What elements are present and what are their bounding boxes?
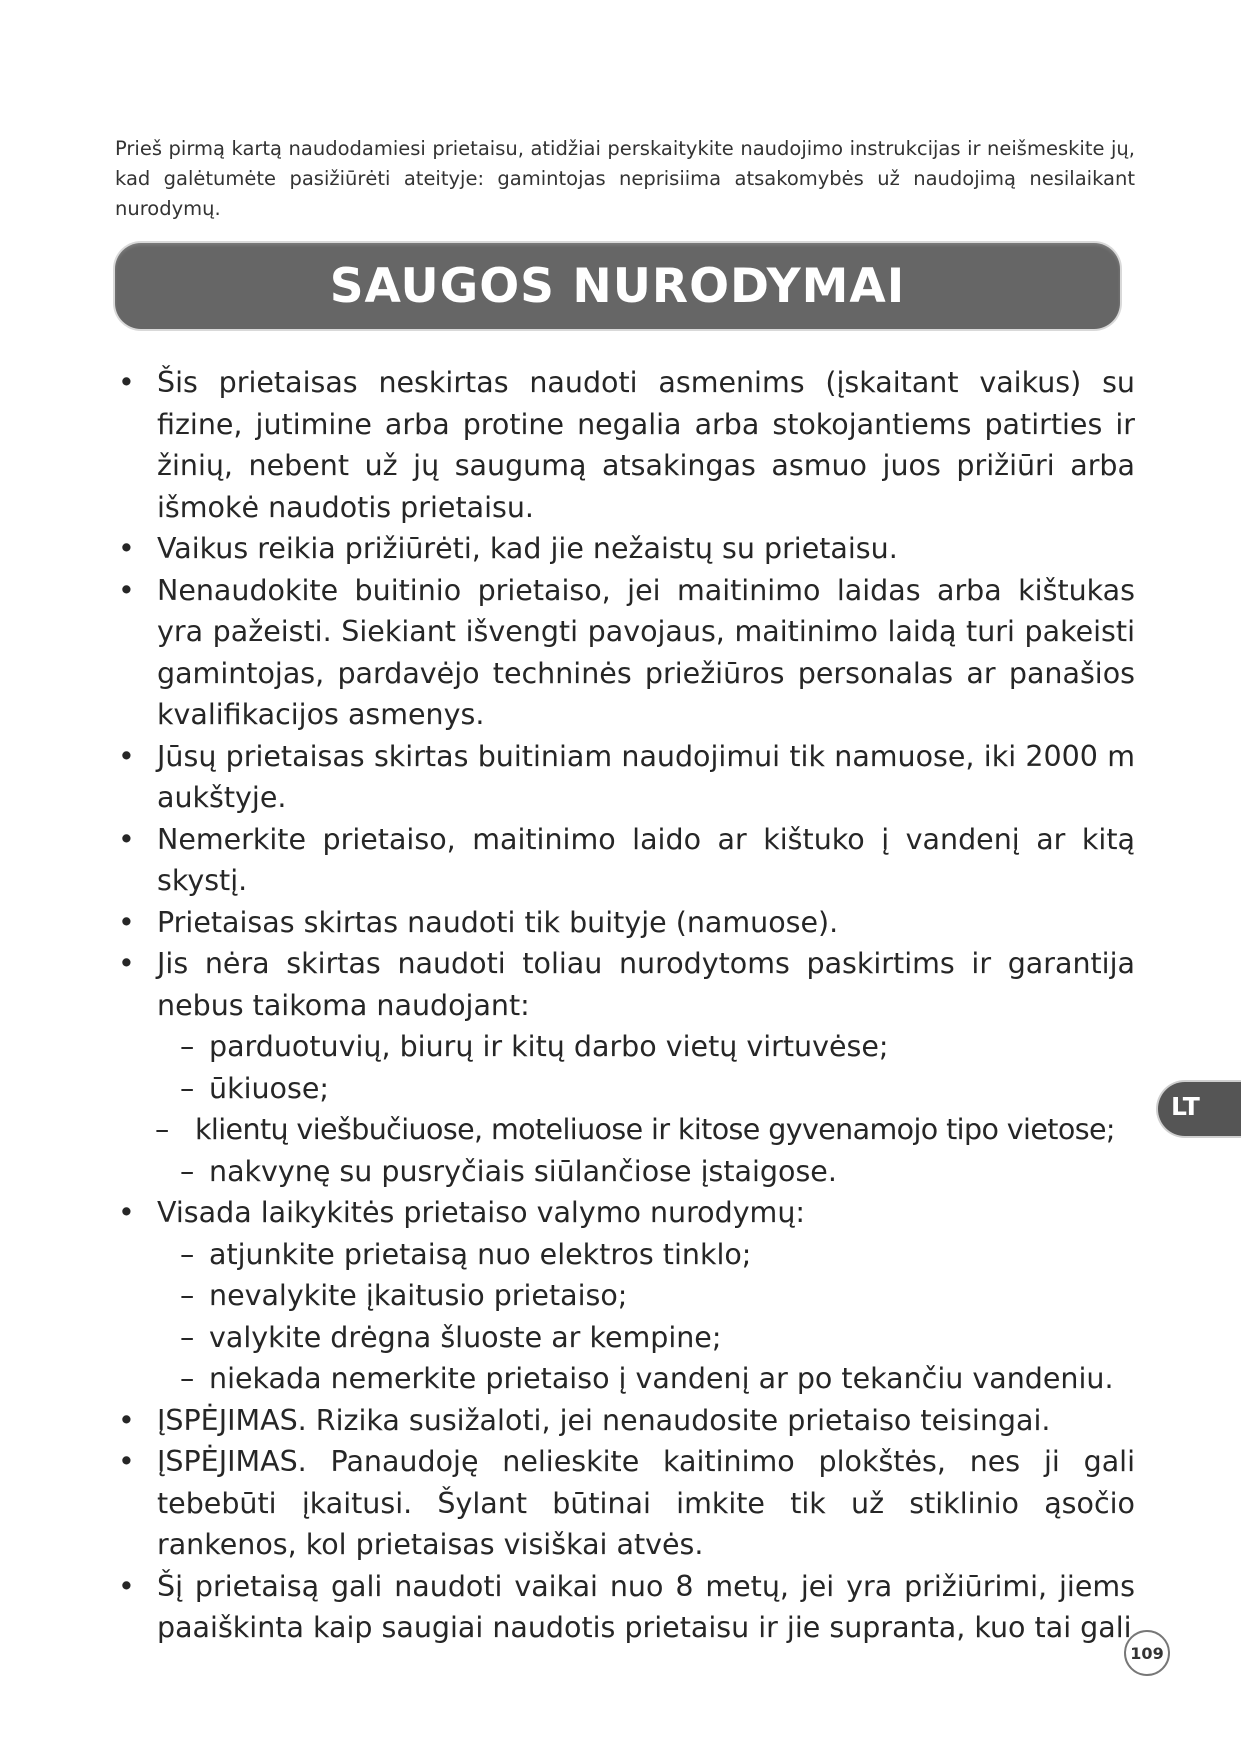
sub-list-item [115,1358,1135,1400]
section-header [115,243,1120,329]
list-item-text: Vaikus reikia prižiūrėti, kad jie nežaistų su prietaisu. [157,532,898,565]
bullet-icon: • [118,947,135,980]
bullet-icon: • [118,1403,135,1437]
dash-icon: – [180,1237,195,1271]
list-item-text: ĮSPĖJIMAS. Panaudoję nelieskite kaitinimo plokštės, nes ji gali tebebūti įkaitusi. Šylant būtinai imkite tik už stiklinio ąsočio rankenos, kol prietaisas visiškai atvės. [157,1445,1135,1561]
section-title: SAUGOS NURODYMAI [329,258,906,314]
sub-list-item [115,1317,1135,1359]
sub-list-item [115,1234,1135,1276]
sub-list-item-text: niekada nemerkite prietaiso į vandenį ar po tekančiu vandeniu. [209,1362,1114,1395]
list-item-text: Jis nėra skirtas naudoti toliau nurodytoms paskirtims ir garantija nebus taikoma naudojant: [157,947,1135,1022]
sub-list-item-text: nakvynę su pusryčiais siūlančiose įstaigose. [209,1154,837,1188]
list-item [115,1192,1135,1234]
bullet-icon: • [118,532,135,565]
list-item [115,1441,1135,1566]
bullet-icon: • [118,1569,135,1603]
sub-list-item-text: klientų viešbučiuose, moteliuose ir kitose gyvenamojo tipo vietose; [195,1113,1115,1146]
list-item-text: Nemerkite prietaiso, maitinimo laido ar kištuko į vandenį ar kitą skystį. [157,822,1135,897]
sub-list-item [115,1275,1135,1317]
list-item [115,736,1135,819]
list-item-text: Visada laikykitės prietaiso valymo nurodymų: [157,1196,805,1229]
dash-icon: – [155,1113,170,1146]
list-item-text: Prietaisas skirtas naudoti tik buityje (namuose). [157,905,839,939]
safety-list [115,362,1135,1649]
sub-list-item-text: valykite drėgna šluoste ar kempine; [209,1320,722,1354]
list-item [115,819,1135,902]
bullet-icon: • [118,1445,135,1478]
dash-icon: – [180,1362,195,1395]
intro-paragraph: Prieš pirmą kartą naudodamiesi prietaisu, atidžiai perskaitykite naudojimo instrukcijas ir neišmeskite jų, kad galėtumėte pasižiūrėti ateityje: gamintojas neprisiima atsakomybės už naudojimą nesilaikant nurodymų. [115,137,1135,220]
dash-icon: – [180,1154,195,1188]
language-tab-label: LT [1171,1092,1200,1121]
list-item-text: Šis prietaisas neskirtas naudoti asmenims (įskaitant vaikus) su fizine, jutimine arba protine negalia arba stokojantiems patirties ir žinių, nebent už jų saugumą atsakingas asmuo juos prižiūri arba išmokė naudotis prietaisu. [157,366,1135,524]
list-item-text: Jūsų prietaisas skirtas buitiniam naudojimui tik namuose, iki 2000 m aukštyje. [157,739,1135,814]
list-item-text: Šį prietaisą gali naudoti vaikai nuo 8 metų, jei yra prižiūrimi, jiems paaiškinta kaip saugiai naudotis prietaisu ir jie supranta, kuo tai gali [157,1569,1135,1644]
list-item [115,902,1135,944]
list-item [115,943,1135,1026]
sub-list-item [115,1151,1135,1193]
dash-icon: – [180,1030,195,1063]
dash-icon: – [180,1320,195,1354]
bullet-icon: • [118,739,135,773]
list-item [115,1566,1135,1649]
dash-icon: – [180,1279,195,1312]
bullet-icon: • [118,573,135,607]
bullet-icon: • [118,822,135,856]
list-item [115,1400,1135,1442]
bullet-icon: • [118,1196,135,1229]
list-item [115,570,1135,736]
bullet-icon: • [118,366,135,399]
sub-list-item [115,1026,1135,1068]
list-item-text: Nenaudokite buitinio prietaiso, jei maitinimo laidas arba kištukas yra pažeisti. Siekiant išvengti pavojaus, maitinimo laidą turi pakeisti gamintojas, pardavėjo techninės priežiūros personalas ar panašios kvalifikacijos asmenys. [157,573,1135,731]
language-tab [1158,1082,1241,1136]
bullet-icon: • [118,905,135,939]
sub-list-item-text: nevalykite įkaitusio prietaiso; [209,1279,628,1312]
list-item-text: ĮSPĖJIMAS. Rizika susižaloti, jei nenaudosite prietaiso teisingai. [157,1403,1051,1437]
sub-list-item [115,1109,1135,1151]
list-item [115,528,1135,570]
list-item [115,362,1135,528]
dash-icon: – [180,1071,195,1105]
sub-list-item [115,1068,1135,1110]
sub-list-item-text: parduotuvių, biurų ir kitų darbo vietų virtuvėse; [209,1030,889,1063]
sub-list-item-text: atjunkite prietaisą nuo elektros tinklo; [209,1237,752,1271]
page-number: 109 [1124,1630,1170,1676]
sub-list-item-text: ūkiuose; [209,1071,329,1105]
